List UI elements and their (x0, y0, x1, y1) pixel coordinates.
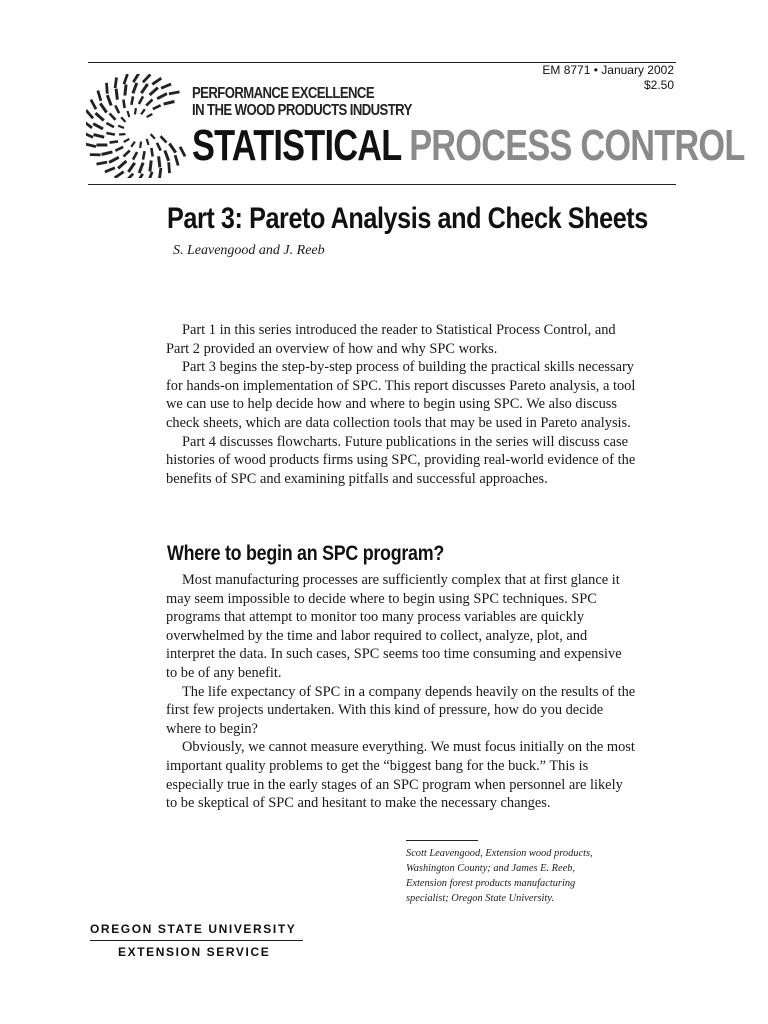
series-title-part2: PROCESS CONTROL (409, 121, 745, 170)
section-paragraph: The life expectancy of SPC in a company depends heavily on the results of the first few projects undertaken. With this kind of pressure, how do you decide where to begin? (166, 683, 636, 737)
logo-dash (141, 84, 147, 93)
logo-dash (91, 100, 96, 110)
logo-dash (161, 84, 171, 88)
logo-dash (110, 141, 119, 142)
intro-paragraph: Part 1 in this series introduced the reader to Statistical Process Control, and Part 2 provided an overview of how and why SPC works. (166, 322, 616, 357)
publication-info (542, 63, 674, 93)
logo-dash (147, 139, 149, 145)
logo-dash (109, 157, 119, 162)
logo-dash (107, 95, 111, 105)
logo-dash (86, 133, 93, 138)
logo-dash (107, 83, 108, 94)
logo-dash (105, 168, 115, 172)
series-title-part1: STATISTICAL (192, 121, 402, 170)
logo-dash (128, 163, 134, 172)
section-paragraph: Most manufacturing processes are sufficiently complex that at first glance it may seem impossible to decide where to begin using SPC techniques. SPC programs that attempt to monitor too many process variables are quickly overwhelmed by the time and labor required to collect, analyze, plot, and interpret the data. In such cases, SPC seems too time consuming and expensive to be of any benefit. (166, 572, 622, 681)
logo-dash (106, 123, 114, 127)
extension-service: EXTENSION SERVICE (118, 945, 271, 959)
logo-dash (102, 152, 113, 155)
authors: S. Leavengood and J. Reeb (173, 243, 325, 258)
intro-text (166, 321, 636, 488)
series-line-2: IN THE WOOD PRODUCTS INDUSTRY (192, 102, 412, 119)
logo-dash (161, 136, 167, 142)
logo-dash (169, 92, 180, 94)
logo-dash (175, 155, 178, 165)
logo-dash (131, 142, 135, 147)
radiating-dashes-spiral-icon (86, 74, 190, 178)
logo-dash (123, 100, 124, 109)
logo-dash (150, 88, 158, 95)
series-title (192, 122, 745, 170)
logo-dash (133, 74, 139, 82)
logo-dash (147, 114, 153, 117)
university-name: OREGON STATE UNIVERSITY (90, 922, 297, 936)
logo-dash (100, 103, 106, 112)
logo-dash (157, 143, 161, 151)
logo-dash (143, 151, 145, 160)
logo-dash (180, 147, 185, 157)
logo-dash (124, 151, 130, 157)
logo-dash (118, 161, 126, 168)
publication-number: EM 8771 • January 2002 (542, 63, 674, 77)
logo-dash (124, 139, 130, 142)
logo-dash (131, 96, 133, 105)
logo-dash (124, 74, 128, 84)
logo-dash (146, 100, 152, 106)
publication-price: $2.50 (643, 78, 674, 92)
logo-dash (115, 77, 116, 88)
logo-dash (157, 94, 167, 99)
logo-dash (143, 74, 151, 82)
footnote-rule (406, 840, 478, 841)
footer-rule (90, 940, 303, 941)
logo-dash (93, 124, 103, 129)
logo-dash (115, 105, 119, 113)
document-title: Part 3: Pareto Analysis and Check Sheets (167, 202, 648, 235)
intro-paragraph: Part 3 begins the step-by-step process of building the practical skills necessary for hands-on implementation of SPC. This report discusses Pareto analysis, a tool we can use to help decide how and where to begin using SPC. We also discuss check sheets, which are data collection tools that may be used in Pareto analysis. (166, 359, 636, 431)
series-line-1: PERFORMANCE EXCELLENCE (192, 85, 375, 102)
logo-dash (159, 156, 160, 167)
logo-dash (96, 113, 104, 120)
footnote-line: Extension forest products manufacturing (406, 878, 576, 889)
logo-dash (121, 117, 125, 122)
logo-dash (169, 144, 175, 153)
logo-dash (126, 174, 134, 178)
intro-paragraph: Part 4 discusses flowcharts. Future publications in the series will discuss case histories of wood products firms using SPC, providing real-world evidence of the benefits of SPC and examining pitfalls and successful approaches. (166, 433, 636, 487)
logo-dash (151, 134, 155, 139)
logo-dash (139, 96, 143, 104)
logo-dash (115, 147, 123, 151)
logo-dash (116, 89, 117, 100)
footnote-line: specialist; Oregon State University. (406, 893, 554, 904)
logo-dash (115, 172, 124, 178)
logo-dash (164, 102, 175, 105)
logo-dash (153, 105, 161, 109)
author-footnote (406, 846, 636, 906)
logo-dash (169, 162, 170, 173)
section-paragraph: Obviously, we cannot measure everything. We must focus initially on the most important quality problems to get the “biggest bang for the buck.” This is especially true in the early stages of an SPC program when personnel are likely to be skeptical of SPC and hesitant to make the necessary changes. (166, 739, 635, 812)
logo-dash (110, 114, 116, 120)
logo-dash (98, 91, 101, 101)
logo-dash (133, 83, 137, 93)
logo-dash (133, 152, 137, 160)
logo-dash (165, 151, 169, 161)
logo-dash (151, 148, 152, 157)
header-rule (88, 184, 676, 185)
logo-dash (152, 78, 161, 84)
logo-dash (106, 133, 115, 135)
section-text (166, 571, 636, 813)
logo-dash (149, 172, 153, 178)
logo-dash (128, 111, 130, 117)
logo-dash (160, 168, 161, 178)
logo-dash (97, 162, 108, 164)
logo-dash (86, 144, 96, 147)
logo-dash (141, 109, 145, 114)
logo-dash (125, 85, 126, 96)
logo-dash (150, 160, 151, 171)
logo-dash (86, 121, 92, 128)
section-heading: Where to begin an SPC program? (167, 542, 444, 565)
logo-dash (140, 142, 141, 148)
logo-dash (137, 174, 143, 178)
footnote-line: Washington County; and James E. Reeb, (406, 863, 576, 874)
footnote-line: Scott Leavengood, Extension wood products, (406, 848, 593, 859)
logo-dash (118, 126, 124, 128)
logo-dash (86, 110, 93, 118)
logo-dash (94, 135, 105, 138)
logo-dash (139, 163, 143, 173)
logo-dash (135, 108, 136, 114)
top-rule (88, 62, 676, 63)
